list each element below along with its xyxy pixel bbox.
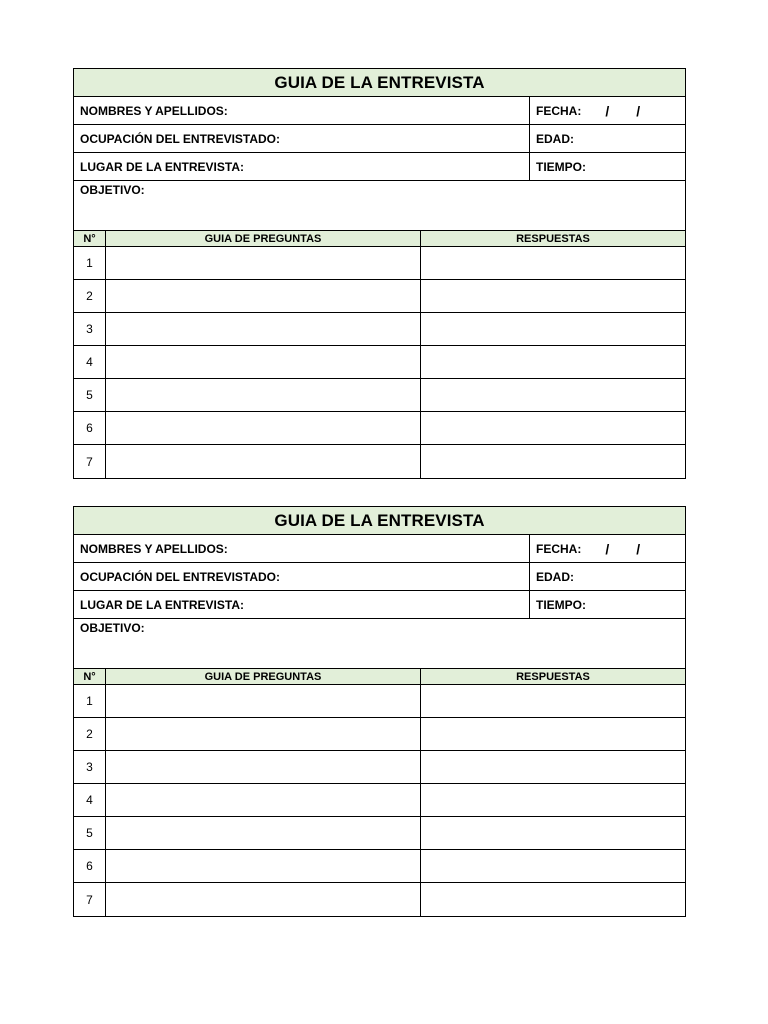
answer-cell[interactable]: [421, 751, 685, 783]
answer-cell[interactable]: [421, 412, 685, 444]
date-label: FECHA:: [536, 103, 582, 118]
row-number: 4: [74, 784, 106, 816]
questions-table-body: [74, 685, 685, 916]
occupation-row: [74, 125, 685, 153]
question-cell[interactable]: [106, 313, 421, 345]
age-field[interactable]: [530, 125, 685, 152]
answer-cell[interactable]: [421, 718, 685, 750]
time-label: TIEMPO:: [536, 159, 586, 174]
answer-cell[interactable]: [421, 850, 685, 882]
date-separator: /: [636, 540, 641, 557]
occupation-label: OCUPACIÓN DEL ENTREVISTADO:: [80, 569, 281, 584]
occupation-field[interactable]: [74, 125, 530, 152]
names-field[interactable]: [74, 535, 530, 562]
names-row: [74, 97, 685, 125]
header-number: N°: [74, 231, 106, 246]
question-cell[interactable]: [106, 445, 421, 478]
time-label: TIEMPO:: [536, 597, 586, 612]
answer-cell[interactable]: [421, 247, 685, 279]
question-cell[interactable]: [106, 718, 421, 750]
table-row: [74, 718, 685, 751]
age-label: EDAD:: [536, 131, 574, 146]
objective-label: OBJETIVO:: [80, 621, 145, 635]
form-title: GUIA DE LA ENTREVISTA: [74, 69, 685, 97]
table-row: [74, 850, 685, 883]
row-number: 7: [74, 883, 106, 916]
interview-form-1: [73, 68, 686, 479]
row-number: 7: [74, 445, 106, 478]
date-field[interactable]: [530, 535, 685, 562]
place-field[interactable]: [74, 591, 530, 618]
question-cell[interactable]: [106, 850, 421, 882]
place-row: [74, 153, 685, 181]
age-label: EDAD:: [536, 569, 574, 584]
date-label: FECHA:: [536, 541, 582, 556]
place-label: LUGAR DE LA ENTREVISTA:: [80, 159, 244, 174]
time-field[interactable]: [530, 153, 685, 180]
table-row: [74, 280, 685, 313]
row-number: 3: [74, 751, 106, 783]
questions-table-body: [74, 247, 685, 478]
row-number: 1: [74, 247, 106, 279]
date-separator: /: [605, 540, 610, 557]
row-number: 3: [74, 313, 106, 345]
row-number: 5: [74, 379, 106, 411]
question-cell[interactable]: [106, 280, 421, 312]
answer-cell[interactable]: [421, 784, 685, 816]
place-label: LUGAR DE LA ENTREVISTA:: [80, 597, 244, 612]
question-cell[interactable]: [106, 883, 421, 916]
header-questions: GUIA DE PREGUNTAS: [106, 231, 421, 246]
table-row: [74, 379, 685, 412]
header-questions: GUIA DE PREGUNTAS: [106, 669, 421, 684]
row-number: 2: [74, 280, 106, 312]
objective-label: OBJETIVO:: [80, 183, 145, 197]
table-row: [74, 247, 685, 280]
form-title: GUIA DE LA ENTREVISTA: [74, 507, 685, 535]
row-number: 4: [74, 346, 106, 378]
table-row: [74, 751, 685, 784]
answer-cell[interactable]: [421, 445, 685, 478]
table-row: [74, 784, 685, 817]
table-row: [74, 412, 685, 445]
header-number: N°: [74, 669, 106, 684]
table-row: [74, 445, 685, 478]
occupation-field[interactable]: [74, 563, 530, 590]
question-cell[interactable]: [106, 379, 421, 411]
place-row: [74, 591, 685, 619]
row-number: 6: [74, 412, 106, 444]
names-label: NOMBRES Y APELLIDOS:: [80, 103, 228, 118]
question-cell[interactable]: [106, 346, 421, 378]
occupation-label: OCUPACIÓN DEL ENTREVISTADO:: [80, 131, 281, 146]
names-label: NOMBRES Y APELLIDOS:: [80, 541, 228, 556]
table-row: [74, 313, 685, 346]
question-cell[interactable]: [106, 784, 421, 816]
answer-cell[interactable]: [421, 817, 685, 849]
answer-cell[interactable]: [421, 883, 685, 916]
row-number: 2: [74, 718, 106, 750]
age-field[interactable]: [530, 563, 685, 590]
question-cell[interactable]: [106, 247, 421, 279]
names-field[interactable]: [74, 97, 530, 124]
question-cell[interactable]: [106, 685, 421, 717]
place-field[interactable]: [74, 153, 530, 180]
table-row: [74, 685, 685, 718]
date-separator: /: [636, 102, 641, 119]
answer-cell[interactable]: [421, 379, 685, 411]
names-row: [74, 535, 685, 563]
header-answers: RESPUESTAS: [516, 670, 590, 683]
row-number: 6: [74, 850, 106, 882]
interview-form-2: [73, 506, 686, 917]
occupation-row: [74, 563, 685, 591]
row-number: 1: [74, 685, 106, 717]
answer-cell[interactable]: [421, 313, 685, 345]
row-number: 5: [74, 817, 106, 849]
time-field[interactable]: [530, 591, 685, 618]
objective-field[interactable]: [74, 181, 685, 231]
question-cell[interactable]: [106, 412, 421, 444]
date-field[interactable]: [530, 97, 685, 124]
date-separator: /: [605, 102, 610, 119]
answer-cell[interactable]: [421, 280, 685, 312]
answer-cell[interactable]: [421, 346, 685, 378]
answer-cell[interactable]: [421, 685, 685, 717]
questions-table-header: [74, 231, 685, 247]
question-cell[interactable]: [106, 817, 421, 849]
question-cell[interactable]: [106, 751, 421, 783]
questions-table-header: [74, 669, 685, 685]
objective-field[interactable]: [74, 619, 685, 669]
header-answers: RESPUESTAS: [516, 232, 590, 245]
table-row: [74, 883, 685, 916]
table-row: [74, 817, 685, 850]
table-row: [74, 346, 685, 379]
